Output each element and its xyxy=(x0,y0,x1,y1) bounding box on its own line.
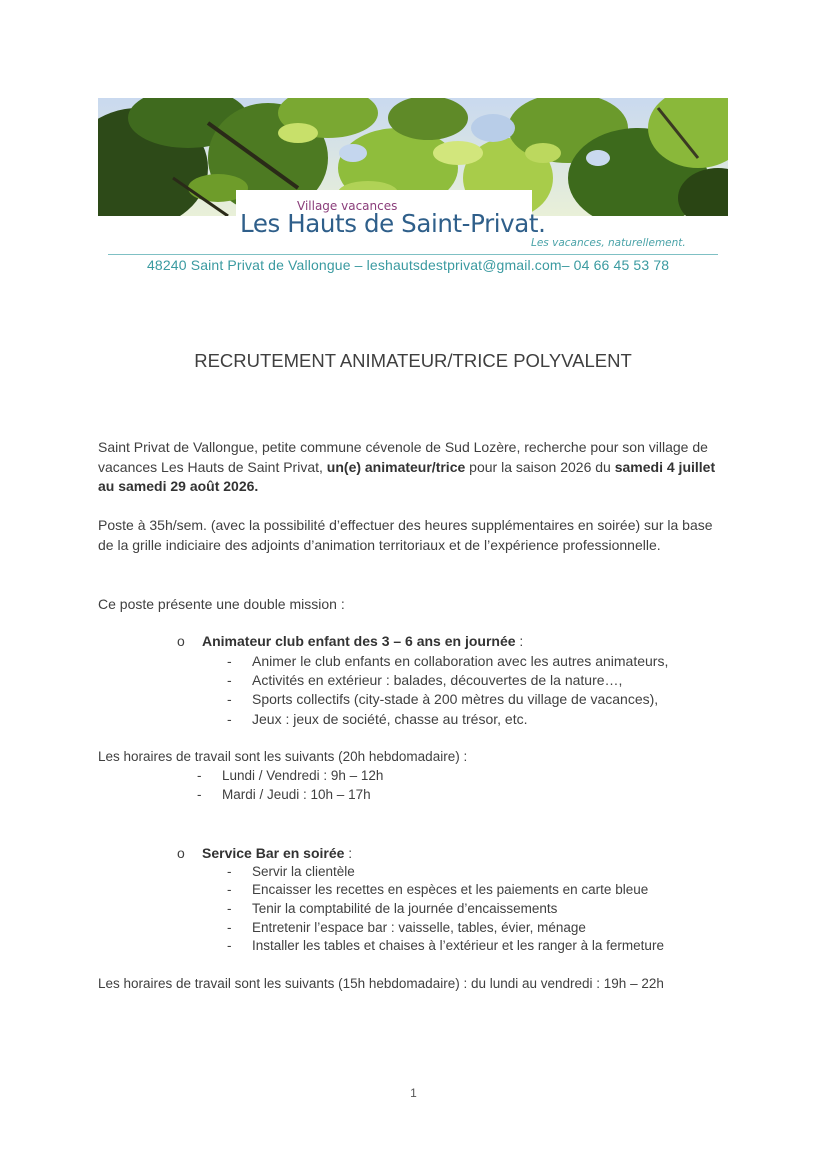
mission2-task: Entretenir l’espace bar : vaisselle, tables, évier, ménage xyxy=(252,920,586,935)
mission1-task: Animer le club enfants en collaboration avec les autres animateurs, xyxy=(252,653,669,669)
intro-bold-dates: samedi 4 juillet au samedi 29 août 2026. xyxy=(98,458,716,494)
mission2-heading-suffix: : xyxy=(344,845,353,861)
dash-bullet: - xyxy=(227,938,232,953)
logo-title: Les Hauts de Saint-Privat. xyxy=(240,209,546,238)
dash-bullet: - xyxy=(227,672,232,688)
page-number: 1 xyxy=(410,1086,417,1100)
dash-bullet: - xyxy=(197,787,202,802)
logo-tagline: Les vacances, naturellement. xyxy=(531,237,686,249)
mission2-task: Servir la clientèle xyxy=(252,864,355,879)
circle-bullet: o xyxy=(177,845,185,861)
mission1-task: Sports collectifs (city-stade à 200 mètres du village de vacances), xyxy=(252,691,659,707)
mission1-heading-bold: Animateur club enfant des 3 – 6 ans en journée xyxy=(202,633,516,649)
mission2-task: Encaisser les recettes en espèces et les paiements en carte bleue xyxy=(252,882,649,897)
intro-text-2: pour la saison 2026 du xyxy=(465,458,615,475)
dash-bullet: - xyxy=(227,864,232,879)
header-divider xyxy=(108,254,718,255)
poste-paragraph: Poste à 35h/sem. (avec la possibilité d’effectuer des heures supplémentaires en soirée) sur la base de la grille indiciaire des adjoints d’animation territoriaux et de l’expérience professionnelle. xyxy=(98,517,713,553)
mission2-task: Tenir la comptabilité de la journée d’encaissements xyxy=(252,901,558,916)
intro-bold-role: un(e) animateur/trice xyxy=(326,458,466,475)
page-title: RECRUTEMENT ANIMATEUR/TRICE POLYVALENT xyxy=(194,350,632,371)
intro-paragraph xyxy=(98,438,728,497)
contact-line: 48240 Saint Privat de Vallongue – leshautsdestprivat@gmail.com– 04 66 45 53 78 xyxy=(147,257,670,273)
dash-bullet: - xyxy=(227,920,232,935)
mission2-hours-line: Les horaires de travail sont les suivants (15h hebdomadaire) : du lundi au vendredi : 19h – 22h xyxy=(98,976,664,991)
circle-bullet: o xyxy=(177,633,185,649)
dash-bullet: - xyxy=(227,882,232,897)
mission1-hours-item: Lundi / Vendredi : 9h – 12h xyxy=(222,768,384,783)
mission1-heading xyxy=(202,633,523,649)
mission2-heading-bold: Service Bar en soirée xyxy=(202,845,345,861)
intro-text-1: Saint Privat de Vallongue, petite commune cévenole de Sud Lozère, recherche pour son village de vacances Les Hauts de Saint Privat, xyxy=(98,439,708,475)
mission1-hours-intro: Les horaires de travail sont les suivants (20h hebdomadaire) : xyxy=(98,749,468,764)
mission-intro: Ce poste présente une double mission : xyxy=(98,596,345,612)
mission2-task: Installer les tables et chaises à l’extérieur et les ranger à la fermeture xyxy=(252,938,664,953)
dash-bullet: - xyxy=(227,653,232,669)
mission1-task: Activités en extérieur : balades, découvertes de la nature…, xyxy=(252,672,623,688)
logo-subtitle: Village vacances xyxy=(297,199,398,213)
mission1-hours-item: Mardi / Jeudi : 10h – 17h xyxy=(222,787,371,802)
dash-bullet: - xyxy=(227,711,232,727)
dash-bullet: - xyxy=(197,768,202,783)
mission1-heading-suffix: : xyxy=(515,633,524,649)
dash-bullet: - xyxy=(227,691,232,707)
mission1-task: Jeux : jeux de société, chasse au trésor, etc. xyxy=(252,711,528,727)
dash-bullet: - xyxy=(227,901,232,916)
mission2-heading xyxy=(202,845,352,861)
